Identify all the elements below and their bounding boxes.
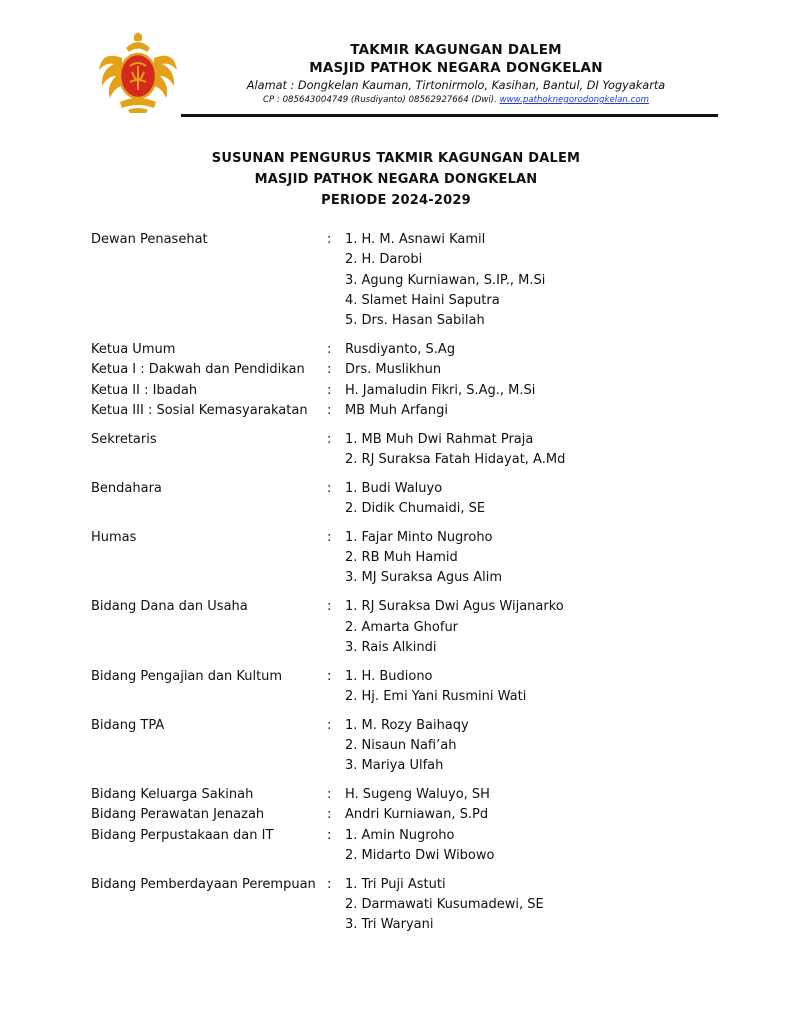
roster-row (91, 895, 711, 915)
roster-row (91, 430, 711, 450)
separator-colon (327, 846, 345, 866)
separator-colon: : (327, 341, 332, 357)
roster-row (91, 736, 711, 756)
roster-row (91, 597, 711, 617)
member-name: 2. Darmawati Kusumadewi, SE (345, 897, 544, 913)
roster-row (91, 548, 711, 568)
role-label (91, 736, 327, 756)
role-label (91, 846, 327, 866)
keraton-crest-icon (96, 32, 180, 114)
separator-colon: : (327, 480, 332, 496)
roster-row (91, 479, 711, 499)
roster-row (91, 915, 711, 935)
member-name: 2. H. Darobi (345, 252, 423, 268)
committee-roster (91, 230, 711, 936)
role-label (91, 568, 327, 588)
role-label: Humas (91, 529, 137, 545)
roster-row (91, 716, 711, 736)
role-label: Ketua III : Sosial Kemasyarakatan (91, 402, 308, 418)
group-spacer (91, 519, 711, 528)
member-name: 3. Mariya Ulfah (345, 758, 444, 774)
separator-colon (327, 271, 345, 291)
roster-row (91, 311, 711, 331)
roster-row (91, 618, 711, 638)
roster-row (91, 450, 711, 470)
member-name: 2. Didik Chumaidi, SE (345, 501, 486, 517)
roster-row (91, 756, 711, 776)
separator-colon: : (327, 668, 332, 684)
group-spacer (91, 421, 711, 430)
role-label: Bidang Pemberdayaan Perempuan (91, 876, 316, 892)
separator-colon (327, 291, 345, 311)
separator-colon (327, 687, 345, 707)
member-name: 1. Tri Puji Astuti (345, 876, 446, 892)
roster-row (91, 499, 711, 519)
role-label (91, 450, 327, 470)
role-label: Sekretaris (91, 431, 157, 447)
member-name: 2. Hj. Emi Yani Rusmini Wati (345, 688, 527, 704)
role-label: Ketua II : Ibadah (91, 382, 198, 398)
roster-row (91, 875, 711, 895)
roster-row (91, 291, 711, 311)
roster-row (91, 667, 711, 687)
title-line-2: MASJID PATHOK NEGARA DONGKELAN (254, 172, 538, 187)
separator-colon: : (327, 827, 332, 843)
separator-colon: : (327, 529, 332, 545)
roster-row (91, 250, 711, 270)
member-name: MB Muh Arfangi (345, 402, 448, 418)
separator-colon (327, 756, 345, 776)
roster-row (91, 381, 711, 401)
right-wing-icon (154, 56, 177, 98)
separator-colon: : (327, 717, 332, 733)
separator-colon (327, 618, 345, 638)
member-name: H. Jamaludin Fikri, S.Ag., M.Si (345, 382, 536, 398)
role-label: Bendahara (91, 480, 162, 496)
role-label (91, 638, 327, 658)
member-name: 1. MB Muh Dwi Rahmat Praja (345, 431, 534, 447)
member-name: 3. MJ Suraksa Agus Alim (345, 570, 502, 586)
roster-row (91, 528, 711, 548)
separator-colon: : (327, 807, 332, 823)
separator-colon: : (327, 787, 332, 803)
roster-row (91, 785, 711, 805)
roster-row (91, 805, 711, 825)
roster-row (91, 826, 711, 846)
role-label: Dewan Penasehat (91, 232, 208, 247)
member-name: 1. Fajar Minto Nugroho (345, 529, 493, 545)
member-name: 5. Drs. Hasan Sabilah (345, 313, 485, 329)
role-label (91, 756, 327, 776)
roster-row (91, 340, 711, 360)
mosque-name: MASJID PATHOK NEGARA DONGKELAN (309, 60, 603, 76)
separator-colon: : (327, 431, 332, 447)
role-label (91, 895, 327, 915)
member-name: 1. H. Budiono (345, 668, 433, 684)
role-label (91, 291, 327, 311)
separator-colon (327, 895, 345, 915)
role-label: Ketua Umum (91, 341, 176, 357)
member-name: 2. RB Muh Hamid (345, 550, 458, 566)
document-title (90, 148, 702, 211)
letterhead-divider (181, 114, 718, 117)
member-name: 1. Amin Nugroho (345, 827, 455, 843)
contact-phones: CP : 085643004749 (Rusdiyanto) 08562927664 (Dwi). (263, 95, 497, 105)
role-label: Bidang TPA (91, 717, 165, 733)
role-label: Bidang Perawatan Jenazah (91, 807, 265, 823)
role-label: Ketua I : Dakwah dan Pendidikan (91, 362, 305, 378)
separator-colon: : (327, 402, 332, 418)
separator-colon (327, 450, 345, 470)
separator-colon (327, 736, 345, 756)
address: Alamat : Dongkelan Kauman, Tirtonirmolo, Kasihan, Bantul, DI Yogyakarta (246, 79, 666, 92)
group-spacer (91, 331, 711, 340)
role-label (91, 687, 327, 707)
title-line-1: SUSUNAN PENGURUS TAKMIR KAGUNGAN DALEM (211, 151, 581, 166)
role-label (91, 548, 327, 568)
separator-colon: : (327, 876, 332, 892)
member-name: 2. Amarta Ghofur (345, 619, 459, 635)
separator-colon: : (327, 232, 332, 247)
left-wing-icon (99, 56, 122, 98)
roster-row (91, 360, 711, 380)
role-label (91, 499, 327, 519)
member-name: Drs. Muslikhun (345, 362, 442, 378)
group-spacer (91, 589, 711, 598)
roster-row (91, 846, 711, 866)
role-label: Bidang Keluarga Sakinah (91, 787, 254, 803)
separator-colon (327, 568, 345, 588)
member-name: H. Sugeng Waluyo, SH (345, 787, 490, 803)
roster-row (91, 230, 711, 250)
role-label (91, 915, 327, 935)
roster-row (91, 568, 711, 588)
member-name: 1. H. M. Asnawi Kamil (345, 232, 486, 247)
role-label: Bidang Pengajian dan Kultum (91, 668, 283, 684)
member-name: Andri Kurniawan, S.Pd (345, 807, 489, 823)
separator-colon (327, 311, 345, 331)
title-line-3: PERIODE 2024-2029 (321, 193, 471, 208)
website-link[interactable]: www.pathoknegorodongkelan.com (499, 95, 649, 105)
separator-colon: : (327, 599, 332, 615)
separator-colon (327, 250, 345, 270)
separator-colon (327, 548, 345, 568)
member-name: 3. Agung Kurniawan, S.IP., M.Si (345, 272, 546, 288)
roster-row (91, 687, 711, 707)
member-name: 2. Nisaun Nafi’ah (345, 738, 457, 754)
member-name: 1. M. Rozy Baihaqy (345, 717, 469, 733)
role-label (91, 618, 327, 638)
separator-colon: : (327, 382, 332, 398)
role-label: Bidang Dana dan Usaha (91, 599, 248, 615)
member-name: 1. Budi Waluyo (345, 480, 443, 496)
crown-icon (126, 33, 150, 53)
member-name: 2. Midarto Dwi Wibowo (345, 848, 495, 864)
letterhead (196, 42, 716, 106)
separator-colon: : (327, 362, 332, 378)
separator-colon (327, 499, 345, 519)
separator-colon (327, 915, 345, 935)
contact-line (196, 94, 716, 106)
roster-row (91, 401, 711, 421)
member-name: Rusdiyanto, S.Ag (345, 341, 456, 357)
member-name: 3. Tri Waryani (345, 917, 434, 933)
role-label (91, 311, 327, 331)
roster-row (91, 638, 711, 658)
group-spacer (91, 866, 711, 875)
member-name: 4. Slamet Haini Saputra (345, 292, 500, 308)
role-label (91, 250, 327, 270)
roster-row (91, 271, 711, 291)
member-name: 3. Rais Alkindi (345, 639, 437, 655)
group-spacer (91, 777, 711, 786)
group-spacer (91, 658, 711, 667)
separator-colon (327, 638, 345, 658)
role-label: Bidang Perpustakaan dan IT (91, 827, 274, 843)
group-spacer (91, 470, 711, 479)
group-spacer (91, 707, 711, 716)
member-name: 2. RJ Suraksa Fatah Hidayat, A.Md (345, 451, 566, 467)
member-name: 1. RJ Suraksa Dwi Agus Wijanarko (345, 599, 564, 615)
role-label (91, 271, 327, 291)
organization-name: TAKMIR KAGUNGAN DALEM (350, 42, 562, 58)
